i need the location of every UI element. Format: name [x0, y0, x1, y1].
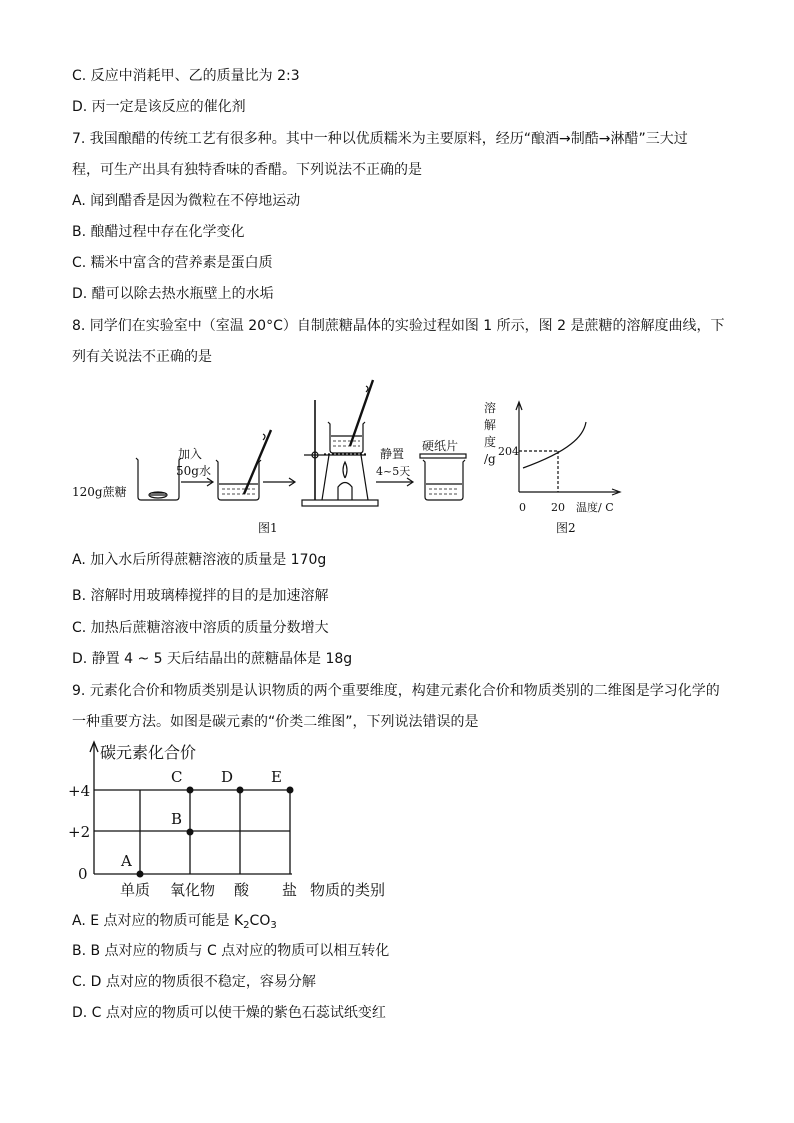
- chart-x-label: 物质的类别: [310, 881, 386, 899]
- x-axis-label: 温度/ C: [576, 501, 614, 514]
- label-add-2: 50g水: [176, 464, 211, 478]
- point-a: [137, 871, 144, 878]
- figure-1-apparatus: [66, 372, 486, 542]
- alcohol-lamp: [338, 483, 352, 501]
- q7-option-c: C. 糯米中富含的营养素是蛋白质: [72, 255, 273, 271]
- y-tick-204: 204: [498, 445, 519, 458]
- point-label-d: D: [221, 768, 234, 786]
- q9-stem-line1: 9. 元素化合价和物质类别是认识物质的两个重要维度，构建元素化合价和物质类别的二维图是学习化学的: [72, 683, 720, 699]
- q7-option-a: A. 闻到醋香是因为微粒在不停地运动: [72, 193, 301, 209]
- label-add-1: 加入: [178, 447, 203, 461]
- point-label-a: A: [121, 852, 132, 870]
- label-sugar: 120g蔗糖: [72, 485, 127, 499]
- q9-option-b: B. B 点对应的物质与 C 点对应的物质可以相互转化: [72, 943, 390, 959]
- q7-option-d: D. 醋可以除去热水瓶壁上的水垢: [72, 286, 274, 302]
- figure-1-caption: 图1: [258, 521, 278, 535]
- valence-category-chart: [66, 738, 406, 900]
- q8-option-a: A. 加入水后所得蔗糖溶液的质量是 170g: [72, 552, 327, 568]
- x-tick-zero: 0: [519, 501, 526, 514]
- y-tick-zero: 0: [78, 865, 88, 883]
- iron-stand-base: [302, 500, 378, 506]
- q8-option-d: D. 静置 4 ~ 5 天后结晶出的蔗糖晶体是 18g: [72, 651, 353, 667]
- ylabel-char-1: 溶: [484, 401, 497, 415]
- q8-stem-line1: 8. 同学们在实验室中（室温 20°C）自制蔗糖晶体的实验过程如图 1 所示，图 2 是蔗糖的溶解度曲线，下: [72, 318, 725, 334]
- label-rest-2: 4~5天: [376, 465, 411, 478]
- beaker-3: [328, 422, 365, 453]
- ylabel-char-4: /g: [484, 452, 496, 466]
- q9-option-d: D. C 点对应的物质可以使干燥的紫色石蕊试纸变红: [72, 1005, 386, 1021]
- y-tick-plus4: +4: [68, 782, 91, 800]
- x-tick-acid: 酸: [234, 881, 250, 899]
- ylabel-char-2: 解: [484, 418, 497, 432]
- point-b: [187, 829, 194, 836]
- point-d: [237, 787, 244, 794]
- q9-option-c: C. D 点对应的物质很不稳定，容易分解: [72, 974, 316, 990]
- figure-2-caption: 图2: [556, 521, 576, 535]
- q9-stem-line2: 一种重要方法。如图是碳元素的“价类二维图”，下列说法错误的是: [72, 714, 479, 730]
- q9-option-a: A. E 点对应的物质可能是 $K_2CO_3$: [72, 913, 277, 931]
- q8-stem-line2: 列有关说法不正确的是: [72, 349, 212, 365]
- x-tick-element: 单质: [120, 881, 151, 899]
- x-tick-oxide: 氧化物: [170, 881, 216, 899]
- q7-option-b: B. 酿醋过程中存在化学变化: [72, 224, 245, 240]
- q6-option-c: C. 反应中消耗甲、乙的质量比为 2:3: [72, 68, 300, 84]
- x-tick-20: 20: [551, 501, 565, 514]
- point-e: [287, 787, 294, 794]
- solubility-curve: [523, 422, 586, 468]
- q8-option-b: B. 溶解时用玻璃棒搅拌的目的是加速溶解: [72, 588, 329, 604]
- card-cover: [420, 454, 466, 458]
- figure-2-solubility-chart: [476, 392, 636, 542]
- x-tick-salt: 盐: [282, 881, 298, 899]
- q8-option-c: C. 加热后蔗糖溶液中溶质的质量分数增大: [72, 620, 329, 636]
- ylabel-char-3: 度: [484, 435, 497, 449]
- beaker-1: [136, 458, 181, 500]
- q6-option-d: D. 丙一定是该反应的催化剂: [72, 99, 246, 115]
- label-rest-1: 静置: [380, 447, 405, 461]
- label-card: 硬纸片: [422, 439, 459, 453]
- q7-stem-line1: 7. 我国酿醋的传统工艺有很多种。其中一种以优质糯米为主要原料，经历“酿酒→制酷→淋醋”三大过: [72, 131, 688, 147]
- point-c: [187, 787, 194, 794]
- point-label-e: E: [271, 768, 282, 786]
- y-tick-plus2: +2: [68, 823, 91, 841]
- point-label-b: B: [171, 810, 183, 828]
- chart-y-label: 碳元素化合价: [100, 743, 197, 762]
- point-label-c: C: [171, 768, 183, 786]
- q7-stem-line2: 程，可生产出具有独特香味的香醋。下列说法不正确的是: [72, 162, 422, 178]
